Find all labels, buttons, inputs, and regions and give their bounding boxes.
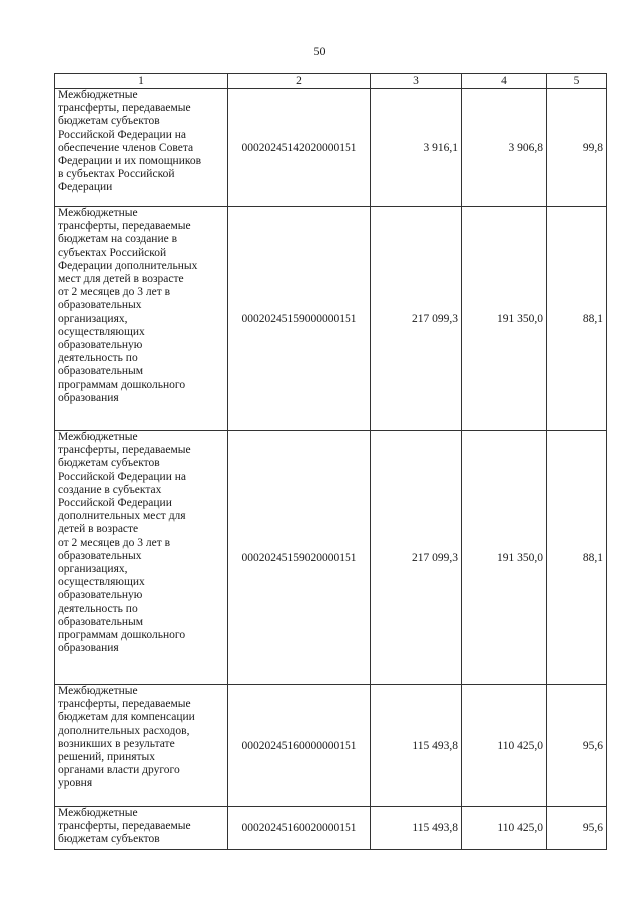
column-header-3: 3: [371, 74, 462, 89]
column-header-5: 5: [547, 74, 607, 89]
row-col3-cell: 115 493,8: [371, 685, 462, 807]
row-code-cell: 00020245159020000151: [228, 431, 371, 685]
row-col5-cell: 95,6: [547, 807, 607, 850]
row-name-cell: Межбюджетные трансферты, передаваемые бюджетам для компенсации дополнительных расходов, возникших в результате решений, принятых органами власти другого уровня: [55, 685, 228, 807]
table-row: [55, 431, 607, 685]
row-name-cell: Межбюджетные трансферты, передаваемые бюджетам субъектов: [55, 807, 228, 850]
row-name-cell: Межбюджетные трансферты, передаваемые бюджетам субъектов Российской Федерации на обеспечение членов Совета Федерации и их помощников в субъектах Российской Федерации: [55, 89, 228, 207]
column-header-2: 2: [228, 74, 371, 89]
row-col3-cell: 3 916,1: [371, 89, 462, 207]
row-col5-cell: 95,6: [547, 685, 607, 807]
row-col3-cell: 217 099,3: [371, 207, 462, 431]
row-col4-cell: 3 906,8: [462, 89, 547, 207]
table-row: [55, 807, 607, 850]
table-row: [55, 685, 607, 807]
column-header-4: 4: [462, 74, 547, 89]
budget-table: [54, 73, 607, 850]
row-code-cell: 00020245159000000151: [228, 207, 371, 431]
page-number: 50: [313, 44, 326, 58]
row-name-cell: Межбюджетные трансферты, передаваемые бюджетам субъектов Российской Федерации на создание в субъектах Российской Федерации дополнительных мест для детей в возрасте от 2 месяцев до 3 лет в образовательных организациях, осуществляющих образовательную деятельность по образовательным программам дошкольного образования: [55, 431, 228, 685]
row-col3-cell: 217 099,3: [371, 431, 462, 685]
row-col4-cell: 191 350,0: [462, 207, 547, 431]
row-code-cell: 00020245142020000151: [228, 89, 371, 207]
row-col4-cell: 191 350,0: [462, 431, 547, 685]
row-col5-cell: 88,1: [547, 207, 607, 431]
row-col4-cell: 110 425,0: [462, 807, 547, 850]
column-header-1: 1: [55, 74, 228, 89]
table-row: [55, 207, 607, 431]
row-code-cell: 00020245160000000151: [228, 685, 371, 807]
row-name-cell: Межбюджетные трансферты, передаваемые бюджетам на создание в субъектах Российской Федерации дополнительных мест для детей в возрасте от 2 месяцев до 3 лет в образовательных организациях, осуществляющих образовательную деятельность по образовательным программам дошкольного образования: [55, 207, 228, 431]
row-col5-cell: 99,8: [547, 89, 607, 207]
row-col5-cell: 88,1: [547, 431, 607, 685]
table-header-row: [55, 74, 607, 89]
row-code-cell: 00020245160020000151: [228, 807, 371, 850]
row-col3-cell: 115 493,8: [371, 807, 462, 850]
row-col4-cell: 110 425,0: [462, 685, 547, 807]
table-row: [55, 89, 607, 207]
